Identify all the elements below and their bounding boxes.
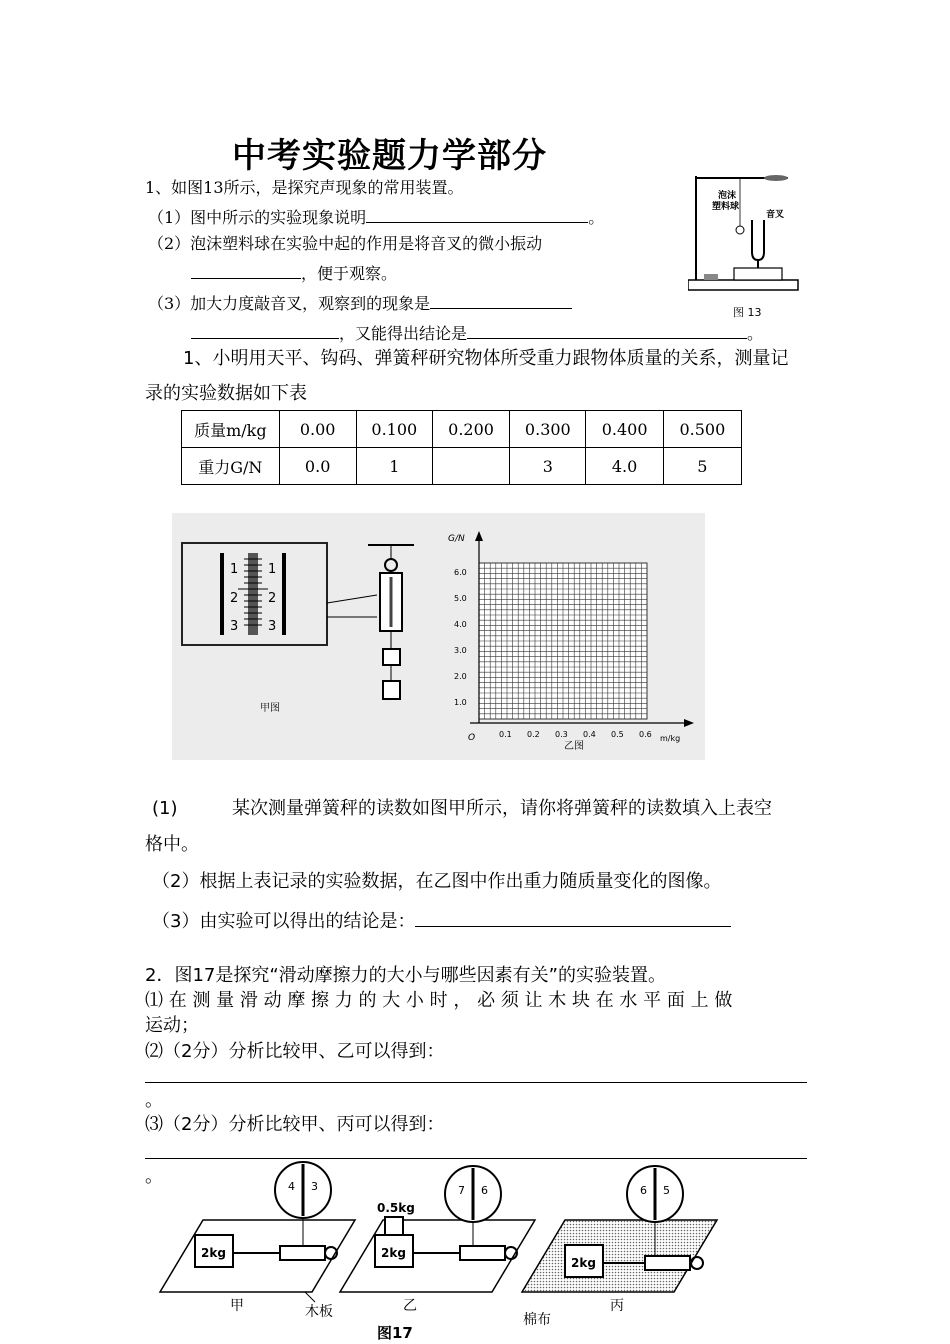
q2-part2: ⑵（2分）分析比较甲、乙可以得到： bbox=[145, 1041, 445, 1062]
y-tick: 2.0 bbox=[454, 672, 467, 681]
spring-scale-jia bbox=[280, 1246, 325, 1260]
q1-sound-part2-line1: （2）泡沫塑料球在实验中起的作用是将音叉的微小振动 bbox=[148, 234, 543, 253]
q1-sound-intro: 1、如图13所示，是探究声现象的常用装置。 bbox=[145, 178, 464, 197]
period: 。 bbox=[588, 208, 605, 227]
fig13-ball-label: 泡沫 bbox=[718, 191, 737, 201]
dial-number: 4 bbox=[288, 1180, 295, 1193]
answer-line[interactable] bbox=[145, 1158, 807, 1159]
x-tick: 0.4 bbox=[583, 730, 596, 739]
apparatus-base bbox=[688, 280, 798, 290]
weight-2 bbox=[383, 681, 400, 699]
scale-mark: 1 bbox=[268, 562, 277, 577]
answer-blank[interactable] bbox=[430, 292, 572, 309]
table-cell: 0.400 bbox=[586, 411, 663, 448]
x-tick: 0.2 bbox=[527, 730, 540, 739]
table-cell: 0.100 bbox=[356, 411, 432, 448]
q1-sound-part1 bbox=[148, 206, 604, 228]
table-row bbox=[182, 411, 742, 448]
answer-blank[interactable] bbox=[366, 206, 588, 223]
table-header-mass: 质量m/kg bbox=[182, 411, 280, 448]
q2-part1-line1: ⑴ 在 测 量 滑 动 摩 擦 力 的 大 小 时 ， 必 须 让 木 块 在 水 平 面 上 做 bbox=[145, 990, 733, 1011]
q2-intro: 2．图17是探究“滑动摩擦力的大小与哪些因素有关”的实验装置。 bbox=[145, 965, 667, 986]
scale-mark: 2 bbox=[230, 591, 239, 606]
label-bing: 丙 bbox=[610, 1298, 624, 1314]
table-cell: 1 bbox=[356, 448, 432, 485]
spring-scale-bing bbox=[645, 1256, 690, 1270]
table-cell: 0.500 bbox=[663, 411, 741, 448]
weight-1 bbox=[383, 649, 400, 665]
dial-number: 3 bbox=[311, 1180, 318, 1193]
q2-part1-line2: 运动； bbox=[145, 1015, 199, 1036]
weight-label: 0.5kg bbox=[377, 1201, 415, 1215]
table-cell: 0.00 bbox=[279, 411, 356, 448]
period: 。 bbox=[747, 324, 764, 343]
table-cell-blank[interactable] bbox=[432, 448, 509, 485]
figure-13-tuning-fork bbox=[688, 170, 800, 320]
origin-label: O bbox=[468, 733, 476, 743]
block-label: 2kg bbox=[381, 1246, 406, 1260]
label-yi: 乙 bbox=[403, 1298, 417, 1314]
q1-gravity-part1-num: (1) bbox=[152, 798, 178, 819]
block-label: 2kg bbox=[201, 1246, 226, 1260]
figure-spring-scale-and-grid bbox=[172, 513, 705, 760]
label-board: 木板 bbox=[305, 1304, 333, 1320]
tuning-fork bbox=[752, 220, 764, 260]
table-cell: 3 bbox=[510, 448, 586, 485]
table-cell: 0.0 bbox=[279, 448, 356, 485]
dial-number: 6 bbox=[481, 1184, 488, 1197]
x-axis-label: m/kg bbox=[660, 734, 681, 743]
y-tick: 1.0 bbox=[454, 698, 467, 707]
q1-sound-part2-line2 bbox=[191, 262, 397, 284]
dial-number: 5 bbox=[663, 1184, 670, 1197]
x-tick: 0.5 bbox=[611, 730, 624, 739]
spring-scale-yi bbox=[460, 1246, 505, 1260]
q1-sound-part3-text: （3）加大力度敲音叉，观察到的现象是 bbox=[148, 294, 431, 313]
q1-gravity-part3-text: （3）由实验可以得出的结论是： bbox=[152, 911, 416, 932]
q2-part2-end: 。 bbox=[145, 1090, 163, 1111]
q1-gravity-intro-line2: 录的实验数据如下表 bbox=[145, 383, 307, 404]
q1-sound-part1-text: （1）图中所示的实验现象说明 bbox=[148, 208, 367, 227]
answer-line[interactable] bbox=[145, 1082, 807, 1083]
q2-part3: ⑶（2分）分析比较甲、丙可以得到： bbox=[145, 1114, 445, 1135]
figure-svg bbox=[172, 513, 705, 760]
grid-chart bbox=[448, 531, 694, 752]
table-cell: 5 bbox=[663, 448, 741, 485]
y-axis-label: G/N bbox=[448, 534, 465, 544]
scale-mark: 2 bbox=[268, 591, 277, 606]
scale-mark: 3 bbox=[268, 619, 277, 634]
q1-sound-part3-text2: ，又能得出结论是 bbox=[339, 324, 468, 343]
label-jia: 甲 bbox=[230, 1298, 244, 1314]
answer-blank[interactable] bbox=[191, 322, 339, 339]
foam-ball bbox=[736, 226, 744, 234]
dial-number: 6 bbox=[640, 1184, 647, 1197]
page-title: 中考实验题力学部分 bbox=[232, 136, 547, 176]
fig13-ball-label-2: 塑料球 bbox=[712, 202, 740, 212]
fig13-caption: 图 13 bbox=[733, 306, 762, 319]
clamp bbox=[764, 175, 788, 181]
block-label: 2kg bbox=[571, 1256, 596, 1270]
q1-gravity-intro-line1: 1、小明用天平、钩码、弹簧秤研究物体所受重力跟物体质量的关系，测量记 bbox=[183, 348, 789, 369]
fig-jia-label: 甲图 bbox=[260, 703, 280, 714]
q1-gravity-part1-line1: 某次测量弹簧秤的读数如图甲所示，请你将弹簧秤的读数填入上表空 bbox=[232, 798, 772, 819]
x-tick: 0.1 bbox=[499, 730, 512, 739]
q1-gravity-part1-line2: 格中。 bbox=[145, 834, 199, 855]
y-tick: 6.0 bbox=[454, 568, 467, 577]
x-tick: 0.3 bbox=[555, 730, 568, 739]
figure-17-caption: 图17 bbox=[377, 1324, 413, 1342]
fig13-fork-label: 音叉 bbox=[766, 210, 785, 220]
x-tick: 0.6 bbox=[639, 730, 652, 739]
q1-sound-part3-line2 bbox=[191, 322, 763, 344]
q1-sound-part3-line1 bbox=[148, 292, 572, 314]
y-tick: 3.0 bbox=[454, 646, 467, 655]
y-tick: 4.0 bbox=[454, 620, 467, 629]
answer-blank[interactable] bbox=[467, 322, 747, 339]
y-tick: 5.0 bbox=[454, 594, 467, 603]
table-header-gravity: 重力G/N bbox=[182, 448, 280, 485]
table-cell: 0.300 bbox=[510, 411, 586, 448]
q1-gravity-part3 bbox=[152, 908, 731, 933]
table-cell: 0.200 bbox=[432, 411, 509, 448]
answer-blank[interactable] bbox=[191, 262, 301, 279]
scale-mark: 3 bbox=[230, 619, 239, 634]
q1-gravity-part2: （2）根据上表记录的实验数据，在乙图中作出重力随质量变化的图像。 bbox=[152, 871, 722, 892]
table-row bbox=[182, 448, 742, 485]
q2-part3-end: 。 bbox=[145, 1166, 163, 1187]
scale-mark: 1 bbox=[230, 562, 239, 577]
dial-number: 7 bbox=[458, 1184, 465, 1197]
figure-17-friction bbox=[155, 1160, 725, 1344]
answer-blank[interactable] bbox=[415, 908, 731, 927]
q1-sound-part2-text: ，便于观察。 bbox=[301, 264, 398, 283]
resonance-box bbox=[734, 268, 782, 280]
weight-yi bbox=[385, 1217, 403, 1235]
fig-yi-label: 乙图 bbox=[564, 741, 584, 752]
data-table bbox=[181, 410, 742, 485]
label-cloth: 棉布 bbox=[523, 1312, 551, 1328]
table-cell: 4.0 bbox=[586, 448, 663, 485]
